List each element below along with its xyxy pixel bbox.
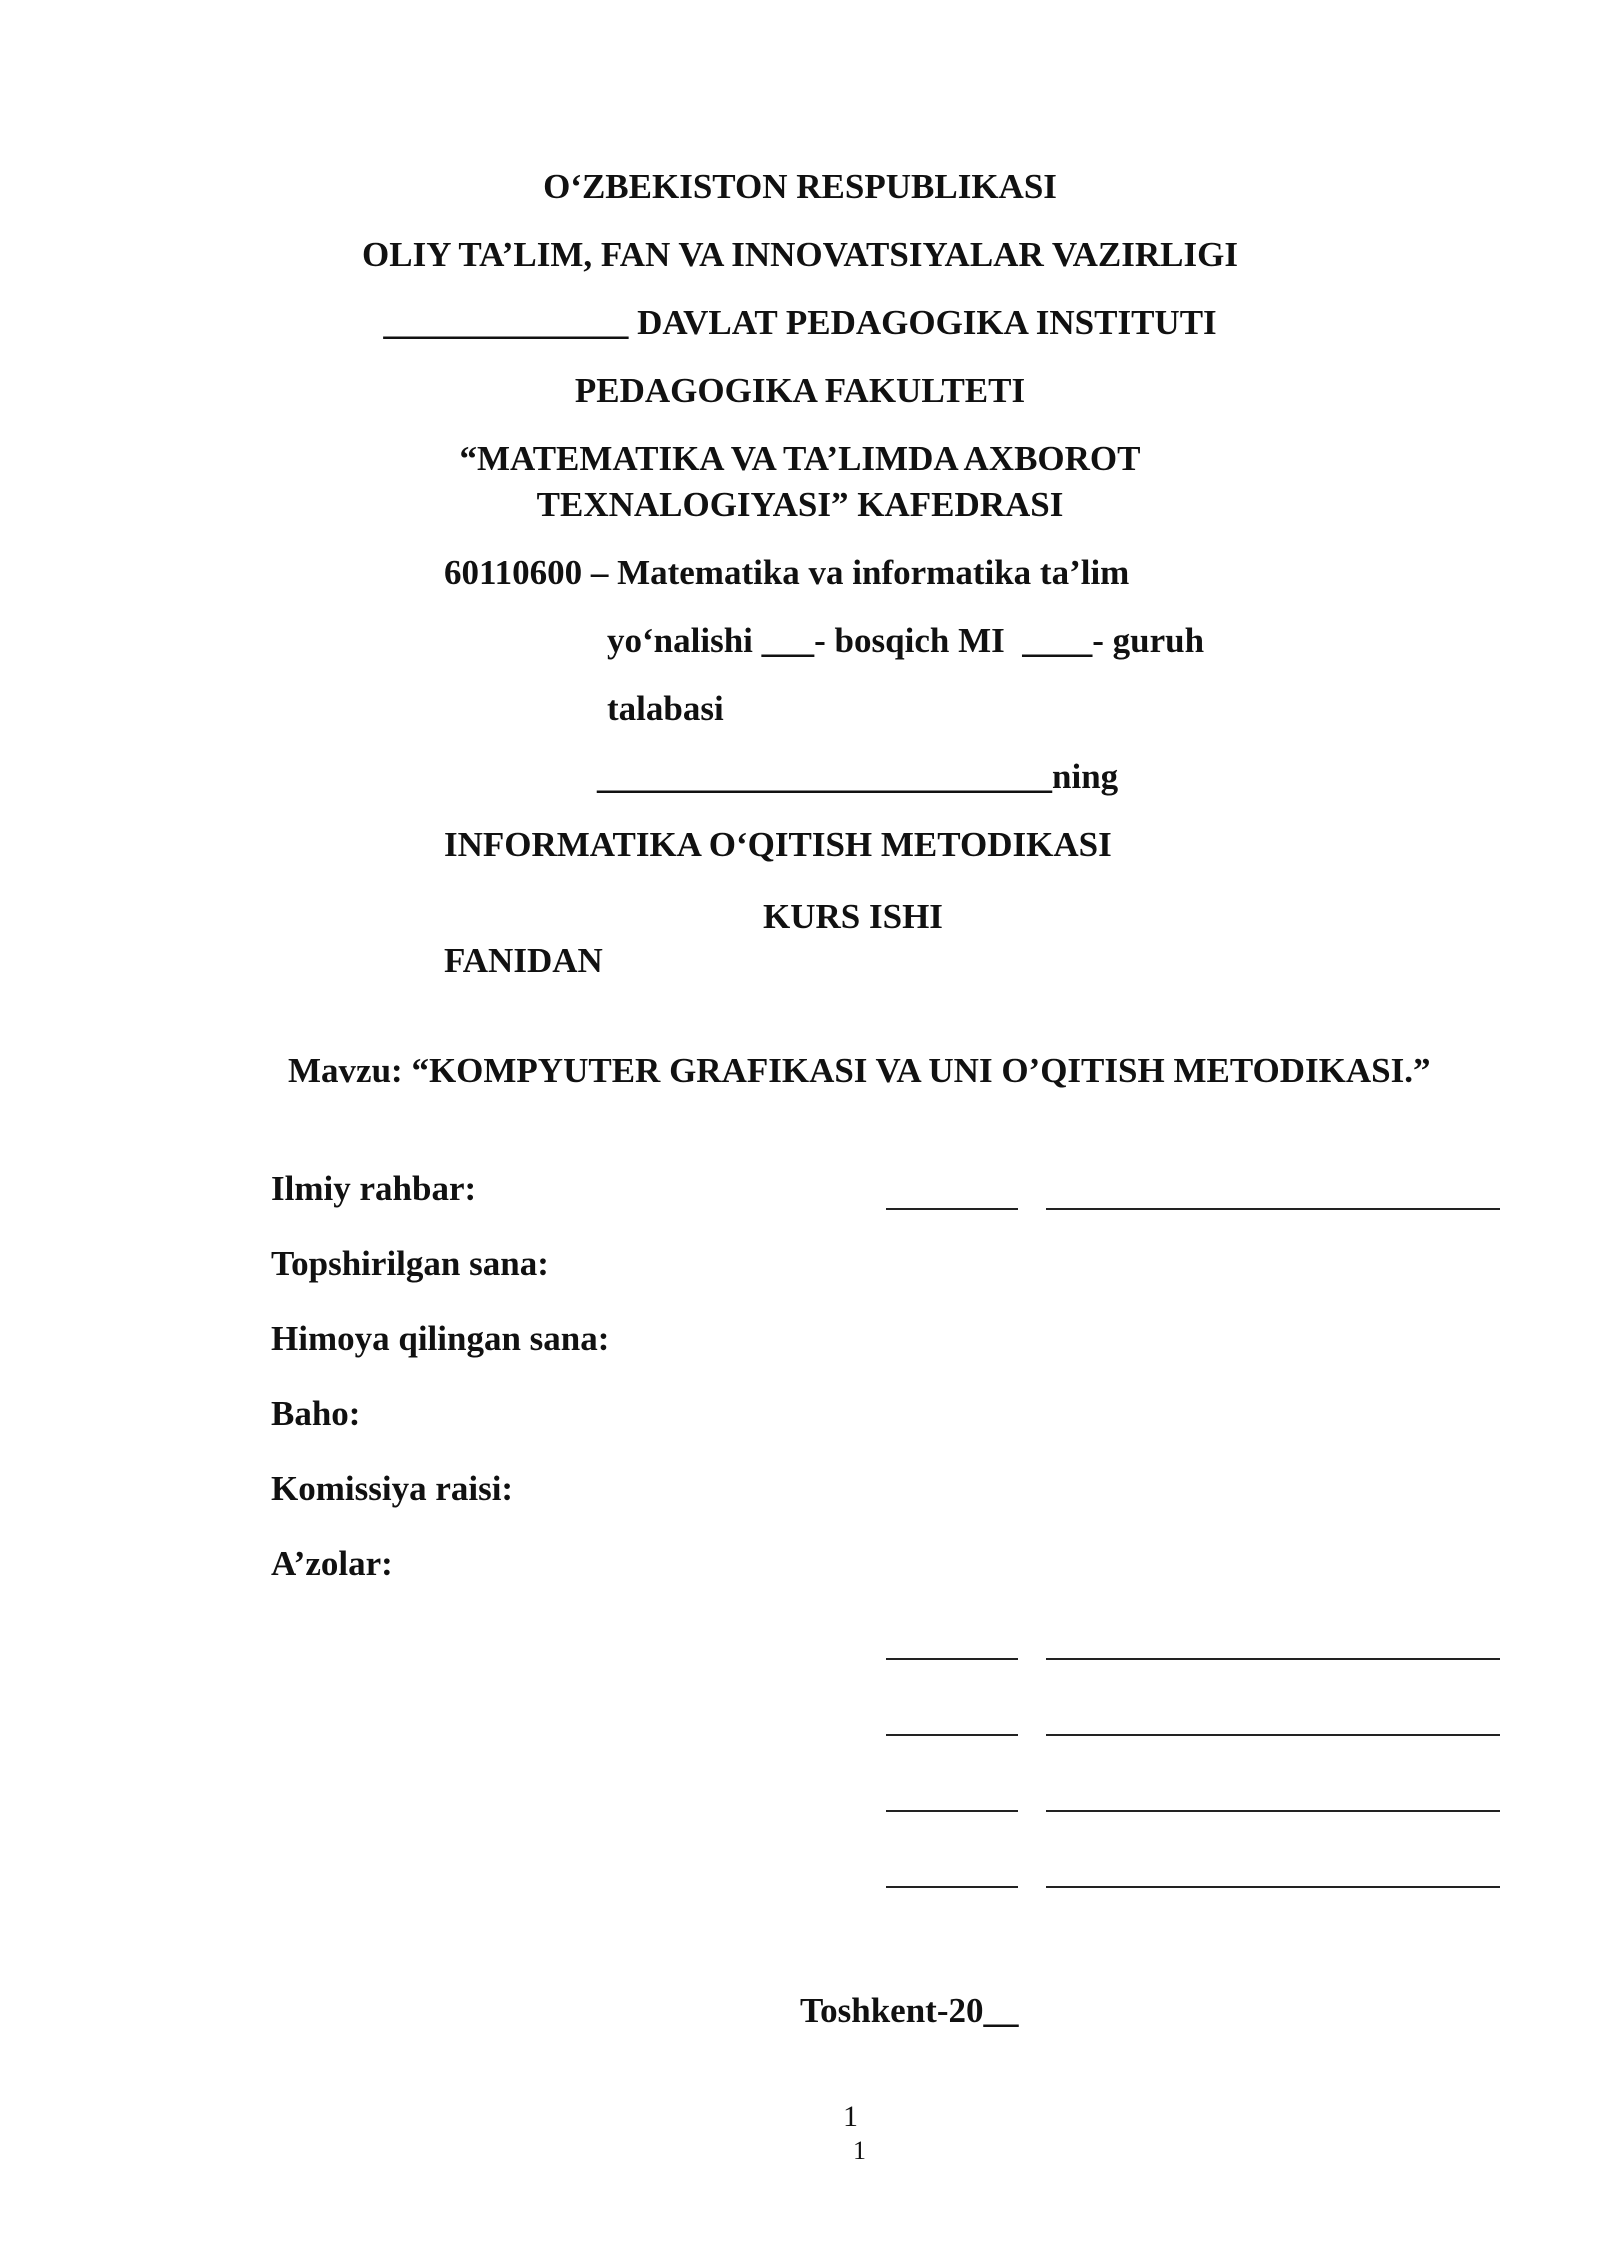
- member-4-signature-line: [886, 1886, 1018, 1888]
- direction-label: yo‘nalishi: [607, 621, 753, 660]
- grade-label: Baho:: [271, 1394, 361, 1433]
- from-subject-label: FANIDAN: [444, 941, 603, 980]
- institute-name: DAVLAT PEDAGOGIKA INSTITUTI: [637, 303, 1217, 342]
- faculty-title: PEDAGOGIKA FAKULTETI: [574, 371, 1026, 410]
- course-label: - bosqich MI: [814, 621, 1005, 660]
- department-title-line1: “MATEMATIKA VA TA’LIMDA AXBOROT: [459, 439, 1141, 478]
- member-1-signature-line: [886, 1658, 1018, 1660]
- group-blank: ____: [1022, 621, 1093, 660]
- member-2-signature-line: [886, 1734, 1018, 1736]
- city-year: Toshkent-20__: [800, 1991, 1019, 2030]
- work-type: KURS ISHI: [763, 897, 943, 936]
- member-2-name-line: [1046, 1734, 1500, 1736]
- program-line: 60110600 – Matematika va informatika ta’lim: [444, 553, 1130, 592]
- institute-line: [0, 302, 1600, 344]
- page-number-secondary: 1: [853, 2136, 866, 2165]
- supervisor-label: Ilmiy rahbar:: [271, 1169, 477, 1208]
- member-3-name-line: [1046, 1810, 1500, 1812]
- page-number: 1: [843, 2100, 858, 2133]
- members-label: A’zolar:: [271, 1544, 393, 1583]
- ministry-title: OLIY TA’LIM, FAN VA INNOVATSIYALAR VAZIRLIGI: [362, 235, 1238, 274]
- student-name-blank: __________________________: [597, 757, 1052, 796]
- student-name-line: [597, 756, 1118, 798]
- commission-chair-label: Komissiya raisi:: [271, 1469, 514, 1508]
- course-blank: ___: [761, 621, 815, 660]
- member-4-name-line: [1046, 1886, 1500, 1888]
- subject-name: INFORMATIKA O‘QITISH METODIKASI: [444, 825, 1112, 864]
- supervisor-name-line: [1046, 1208, 1500, 1210]
- topic-title: Mavzu: “KOMPYUTER GRAFIKASI VA UNI O’QITISH METODIKASI.”: [288, 1051, 1431, 1090]
- submitted-date-label: Topshirilgan sana:: [271, 1244, 549, 1283]
- supervisor-signature-line: [886, 1208, 1018, 1210]
- department-title-line2: TEXNALOGIYASI” KAFEDRASI: [536, 485, 1064, 524]
- direction-line: [607, 620, 1204, 662]
- member-3-signature-line: [886, 1810, 1018, 1812]
- group-label: - guruh: [1092, 621, 1205, 660]
- student-name-suffix: ning: [1052, 757, 1119, 796]
- country-title: O‘ZBEKISTON RESPUBLIKASI: [543, 167, 1057, 206]
- defended-date-label: Himoya qilingan sana:: [271, 1319, 610, 1358]
- student-label: talabasi: [607, 689, 724, 728]
- member-1-name-line: [1046, 1658, 1500, 1660]
- institute-blank: ______________: [383, 303, 629, 342]
